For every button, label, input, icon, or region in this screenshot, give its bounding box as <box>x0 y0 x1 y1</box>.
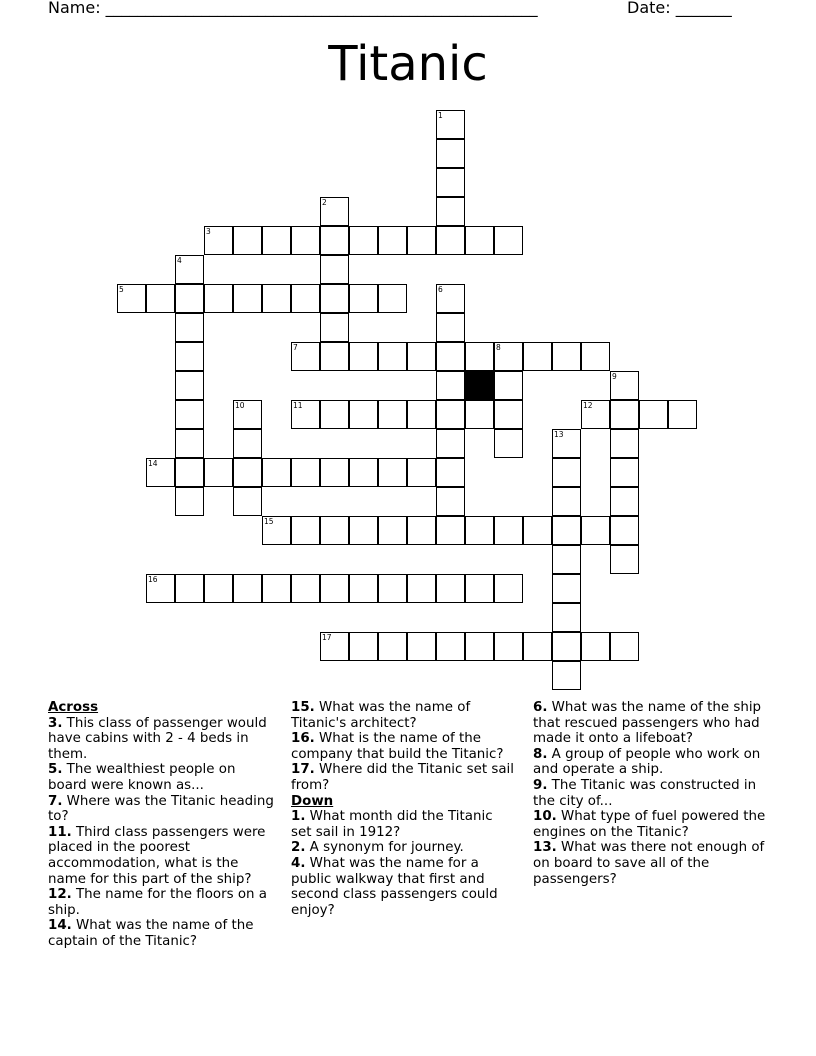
crossword-cell[interactable] <box>378 226 407 255</box>
crossword-cell[interactable] <box>175 342 204 371</box>
clues-column-3 <box>533 700 769 887</box>
crossword-cell[interactable] <box>465 226 494 255</box>
cell-number: 7 <box>293 343 298 352</box>
crossword-cell[interactable] <box>552 632 581 661</box>
crossword-cell[interactable] <box>436 342 465 371</box>
clue-number: 13. <box>533 840 557 856</box>
crossword-cell[interactable] <box>639 400 668 429</box>
crossword-cell[interactable] <box>552 661 581 690</box>
clue-text: A synonym for journey. <box>309 840 464 856</box>
crossword-cell[interactable] <box>175 487 204 516</box>
crossword-cell[interactable] <box>262 284 291 313</box>
clue-number: 17. <box>291 762 315 778</box>
crossword-cell[interactable] <box>146 458 175 487</box>
crossword-cell[interactable] <box>436 371 465 400</box>
clue-number: 14. <box>48 918 72 934</box>
down-clue-2 <box>291 840 517 856</box>
down-clue-8 <box>533 747 769 778</box>
across-heading: Across <box>48 700 99 715</box>
crossword-cell[interactable] <box>146 284 175 313</box>
crossword-cell[interactable] <box>407 342 436 371</box>
crossword-cell[interactable] <box>552 429 581 458</box>
crossword-cell[interactable] <box>668 400 697 429</box>
across-clue-11 <box>48 825 274 887</box>
crossword-cell[interactable] <box>494 371 523 400</box>
crossword-cell[interactable] <box>552 342 581 371</box>
crossword-cell[interactable] <box>175 458 204 487</box>
clue-text: Third class passengers were placed in the poorest accommodation, what is the name for this part of the ship? <box>48 824 266 887</box>
crossword-cell[interactable] <box>320 255 349 284</box>
clue-number: 16. <box>291 731 315 747</box>
cell-number: 17 <box>322 633 332 642</box>
clue-text: What was the name of Titanic's architect? <box>291 700 471 731</box>
crossword-cell[interactable] <box>581 342 610 371</box>
crossword-cell[interactable] <box>407 574 436 603</box>
crossword-cell[interactable] <box>291 226 320 255</box>
crossword-cell[interactable] <box>436 458 465 487</box>
clue-number: 2. <box>291 840 306 856</box>
clue-number: 10. <box>533 809 557 825</box>
crossword-cell[interactable] <box>378 458 407 487</box>
crossword-cell[interactable] <box>262 574 291 603</box>
crossword-cell[interactable] <box>262 458 291 487</box>
crossword-cell[interactable] <box>349 516 378 545</box>
crossword-cell[interactable] <box>581 632 610 661</box>
clues-column-2 <box>291 700 517 918</box>
crossword-cell[interactable] <box>233 400 262 429</box>
crossword-cell[interactable] <box>494 632 523 661</box>
crossword-cell[interactable] <box>610 400 639 429</box>
down-clue-10 <box>533 809 769 840</box>
clue-number: 4. <box>291 855 306 871</box>
crossword-cell[interactable] <box>436 574 465 603</box>
crossword-cell[interactable] <box>378 284 407 313</box>
crossword-cell[interactable] <box>320 313 349 342</box>
crossword-cell[interactable] <box>175 313 204 342</box>
crossword-cell[interactable] <box>175 574 204 603</box>
crossword-cell[interactable] <box>349 632 378 661</box>
crossword-cell[interactable] <box>552 516 581 545</box>
crossword-cell[interactable] <box>320 226 349 255</box>
crossword-cell[interactable] <box>436 516 465 545</box>
crossword-cell[interactable] <box>610 458 639 487</box>
clue-text: What type of fuel powered the engines on the Titanic? <box>533 809 766 840</box>
down-clue-1 <box>291 809 517 840</box>
crossword-cell[interactable] <box>320 342 349 371</box>
crossword-cell[interactable] <box>494 342 523 371</box>
across-clue-15 <box>291 700 517 731</box>
crossword-cell[interactable] <box>378 516 407 545</box>
across-clue-17 <box>291 762 517 793</box>
cell-number: 6 <box>438 285 443 294</box>
crossword-cell[interactable] <box>552 574 581 603</box>
down-heading: Down <box>291 793 334 809</box>
crossword-cell[interactable] <box>552 487 581 516</box>
clue-number: 12. <box>48 887 72 903</box>
across-clue-16 <box>291 731 517 762</box>
crossword-cell[interactable] <box>407 632 436 661</box>
cell-number: 12 <box>583 401 593 410</box>
down-clue-9 <box>533 778 769 809</box>
clue-text: Where was the Titanic heading to? <box>48 793 274 825</box>
clue-text: This class of passenger would have cabins with 2 - 4 beds in them. <box>48 715 267 762</box>
crossword-cell[interactable] <box>552 545 581 574</box>
crossword-cell[interactable] <box>494 574 523 603</box>
crossword-cell[interactable] <box>494 226 523 255</box>
across-clue-5 <box>48 762 274 793</box>
crossword-cell[interactable] <box>320 632 349 661</box>
crossword-cell[interactable] <box>117 284 146 313</box>
crossword-cell[interactable] <box>465 342 494 371</box>
clue-number: 8. <box>533 746 548 762</box>
crossword-cell[interactable] <box>262 516 291 545</box>
down-clue-13 <box>533 840 769 887</box>
crossword-cell[interactable] <box>465 400 494 429</box>
crossword-cell[interactable] <box>436 487 465 516</box>
crossword-cell[interactable] <box>262 226 291 255</box>
crossword-cell[interactable] <box>407 400 436 429</box>
clues-column-1 <box>48 700 274 950</box>
crossword-cell[interactable] <box>610 516 639 545</box>
crossword-cell[interactable] <box>436 139 465 168</box>
clue-number: 11. <box>48 824 72 840</box>
crossword-cell[interactable] <box>494 429 523 458</box>
cell-number: 9 <box>612 372 617 381</box>
crossword-cell[interactable] <box>523 516 552 545</box>
crossword-cell[interactable] <box>175 284 204 313</box>
cell-number: 4 <box>177 256 182 265</box>
crossword-cell[interactable] <box>146 574 175 603</box>
crossword-cell[interactable] <box>436 197 465 226</box>
clue-number: 6. <box>533 700 548 715</box>
crossword-cell[interactable] <box>552 603 581 632</box>
cell-number: 2 <box>322 198 327 207</box>
crossword-cell[interactable] <box>320 284 349 313</box>
crossword-cell[interactable] <box>349 284 378 313</box>
crossword-cell[interactable] <box>610 487 639 516</box>
crossword-cell[interactable] <box>233 429 262 458</box>
crossword-cell[interactable] <box>436 429 465 458</box>
name-field-label: Name: ______________________________________________________ <box>48 0 538 17</box>
crossword-cell[interactable] <box>494 516 523 545</box>
crossword-cell[interactable] <box>320 197 349 226</box>
across-clue-14 <box>48 918 274 949</box>
clue-text: A group of people who work on and operate a ship. <box>533 746 761 778</box>
crossword-cell[interactable] <box>320 574 349 603</box>
crossword-cell[interactable] <box>320 400 349 429</box>
crossword-cell[interactable] <box>465 516 494 545</box>
crossword-cell[interactable] <box>204 226 233 255</box>
clue-text: What was there not enough of on board to save all of the passengers? <box>533 840 765 887</box>
crossword-cell[interactable] <box>378 574 407 603</box>
crossword-cell[interactable] <box>175 371 204 400</box>
crossword-cell[interactable] <box>233 574 262 603</box>
clue-number: 1. <box>291 809 306 825</box>
crossword-cell[interactable] <box>494 400 523 429</box>
across-clue-12 <box>48 887 274 918</box>
clue-text: The Titanic was constructed in the city of... <box>533 777 757 809</box>
clue-number: 3. <box>48 715 63 731</box>
crossword-cell[interactable] <box>523 632 552 661</box>
crossword-cell[interactable] <box>610 429 639 458</box>
crossword-cell[interactable] <box>610 632 639 661</box>
across-clue-3 <box>48 716 274 763</box>
crossword-cell[interactable] <box>204 458 233 487</box>
clue-text: The name for the floors on a ship. <box>48 887 267 918</box>
crossword-cell[interactable] <box>465 574 494 603</box>
crossword-cell[interactable] <box>436 400 465 429</box>
crossword-cell[interactable] <box>320 516 349 545</box>
clue-number: 15. <box>291 700 315 715</box>
crossword-cell[interactable] <box>349 458 378 487</box>
crossword-cell[interactable] <box>233 487 262 516</box>
crossword-cell[interactable] <box>233 226 262 255</box>
crossword-cell[interactable] <box>175 400 204 429</box>
crossword-cell[interactable] <box>436 313 465 342</box>
page-title: Titanic <box>328 36 488 92</box>
crossword-cell[interactable] <box>465 632 494 661</box>
clue-text: What is the name of the company that build the Titanic? <box>291 731 504 762</box>
cell-number: 13 <box>554 430 564 439</box>
clue-text: The wealthiest people on board were known as... <box>48 762 236 793</box>
cell-number: 15 <box>264 517 274 526</box>
crossword-cell[interactable] <box>610 371 639 400</box>
crossword-cell[interactable] <box>233 284 262 313</box>
cell-number: 3 <box>206 227 211 236</box>
crossword-cell[interactable] <box>436 284 465 313</box>
clue-number: 9. <box>533 777 548 793</box>
crossword-cell[interactable] <box>175 429 204 458</box>
crossword-cell[interactable] <box>204 574 233 603</box>
crossword-cell[interactable] <box>204 284 233 313</box>
clue-number: 7. <box>48 793 63 809</box>
crossword-cell[interactable] <box>291 574 320 603</box>
crossword-cell[interactable] <box>349 226 378 255</box>
cell-number: 14 <box>148 459 158 468</box>
crossword-cell[interactable] <box>552 458 581 487</box>
crossword-cell[interactable] <box>581 400 610 429</box>
crossword-cell[interactable] <box>349 400 378 429</box>
crossword-cell[interactable] <box>349 574 378 603</box>
clue-text: What was the name of the ship that rescued passengers who had made it onto a lifeboat? <box>533 700 762 747</box>
clue-text: What was the name of the captain of the Titanic? <box>48 918 254 949</box>
crossword-cell[interactable] <box>581 516 610 545</box>
crossword-cell[interactable] <box>436 632 465 661</box>
cell-number: 16 <box>148 575 158 584</box>
date-field-label: Date: _______ <box>627 0 732 17</box>
across-clue-7 <box>48 794 274 825</box>
crossword-cell[interactable] <box>291 342 320 371</box>
crossword-cell[interactable] <box>175 255 204 284</box>
crossword-cell[interactable] <box>291 516 320 545</box>
crossword-cell[interactable] <box>407 226 436 255</box>
crossword-cell[interactable] <box>436 226 465 255</box>
crossword-cell[interactable] <box>610 545 639 574</box>
crossword-cell[interactable] <box>436 168 465 197</box>
cell-number: 8 <box>496 343 501 352</box>
crossword-cell[interactable] <box>378 632 407 661</box>
cell-number: 10 <box>235 401 245 410</box>
down-clue-4 <box>291 856 517 918</box>
crossword-cell[interactable] <box>320 458 349 487</box>
crossword-cell[interactable] <box>291 284 320 313</box>
crossword-cell[interactable] <box>378 342 407 371</box>
clue-text: Where did the Titanic set sail from? <box>291 762 514 793</box>
clue-text: What was the name for a public walkway that first and second class passengers could enjoy? <box>291 855 498 918</box>
crossword-cell[interactable] <box>378 400 407 429</box>
cell-number: 11 <box>293 401 303 410</box>
down-clue-6 <box>533 700 769 747</box>
clue-number: 5. <box>48 762 63 778</box>
crossword-cell[interactable] <box>407 458 436 487</box>
crossword-cell[interactable] <box>291 458 320 487</box>
crossword-cell[interactable] <box>436 110 465 139</box>
crossword-cell[interactable] <box>523 342 552 371</box>
crossword-cell[interactable] <box>349 342 378 371</box>
crossword-cell[interactable] <box>291 400 320 429</box>
cell-number: 1 <box>438 111 443 120</box>
blocked-cell <box>465 371 494 400</box>
crossword-cell[interactable] <box>407 516 436 545</box>
crossword-cell[interactable] <box>233 458 262 487</box>
clue-text: What month did the Titanic set sail in 1912? <box>291 809 493 840</box>
cell-number: 5 <box>119 285 124 294</box>
